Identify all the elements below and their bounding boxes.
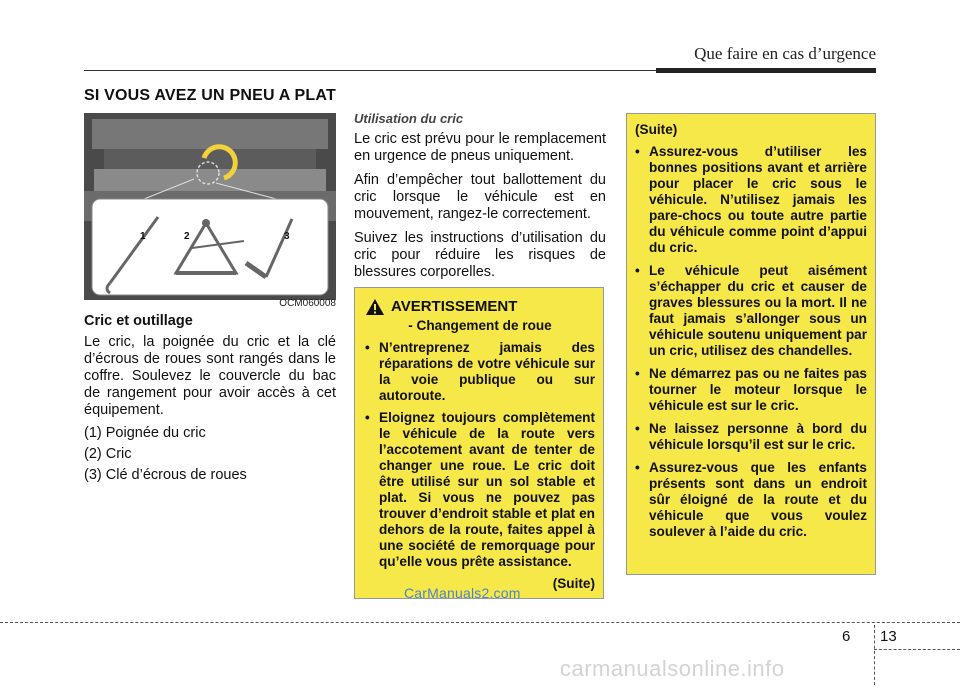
- watermark-blue[interactable]: CarManuals2.com: [404, 585, 521, 601]
- chapter-number: 6: [842, 628, 851, 645]
- warning-bullet: • N’entreprenez jamais des réparations de votre véhicule sur la voie publique ou sur autoroute.: [365, 340, 595, 404]
- trunk-illustration-svg: [84, 113, 336, 300]
- left-column: [84, 313, 336, 488]
- warning-header: [365, 298, 595, 316]
- middle-column: [354, 110, 606, 288]
- page-separator-horizontal: [874, 649, 960, 650]
- warning-triangle-icon: [365, 298, 385, 316]
- trunk-illustration: [84, 113, 336, 300]
- left-subheading: Cric et outillage: [84, 313, 193, 329]
- list-item: (3) Clé d’écrous de roues: [84, 467, 247, 483]
- middle-paragraph: Le cric est prévu pour le remplacement en urgence de pneus uniquement.: [354, 131, 606, 164]
- warning-continued: (Suite): [552, 576, 595, 591]
- figure-code: OCM060008: [279, 298, 336, 309]
- continued-bullet: • Assurez-vous que les enfants présents sont dans un endroit sûr éloigné de la route et du véhicule que vous voulez soulever à l’aide du cric.: [635, 460, 867, 540]
- footer-dashed-rule: [0, 622, 960, 623]
- warning-subtitle: - Changement de roue: [408, 318, 552, 333]
- middle-subheading: Utilisation du cric: [354, 111, 464, 126]
- warning-box: [354, 287, 604, 599]
- continued-box: [626, 113, 876, 575]
- continued-bullet: • Le véhicule peut aisément s’échapper du cric et causer de graves blessures ou la mort. Il ne faut jamais s’allonger sous un véhicule soutenu uniquement par un cric, utilisez des chandelles.: [635, 263, 867, 359]
- continued-title: (Suite): [635, 122, 678, 137]
- section-heading: SI VOUS AVEZ UN PNEU A PLAT: [84, 87, 336, 104]
- warning-title: AVERTISSEMENT: [391, 298, 518, 315]
- page-number: 13: [880, 628, 897, 645]
- watermark-bottom[interactable]: carmanualsonline.info: [560, 656, 785, 681]
- continued-bullet: • Assurez-vous d’utiliser les bonnes positions avant et arrière pour placer le cric sous le véhicule. N’utilisez jamais les pare-chocs ou toute autre partie du véhicule comme point d’appui du cric.: [635, 144, 867, 256]
- list-item: (2) Cric: [84, 446, 132, 462]
- middle-paragraph: Afin d’empêcher tout ballottement du cric lorsque le véhicule est en mouvement, rangez-le correctement.: [354, 172, 606, 222]
- callout-1: 1: [140, 231, 146, 242]
- warning-bullet: • Eloignez toujours complètement le véhicule de la route vers l’accotement avant de tenter de changer une roue. Le cric doit être utilisé sur un sol stable et plat. Si vous ne pouvez pas trouver d’endroit stable et plat en dehors de la route, faites appel à une société de remorquage pour qu’elle vous prête assistance.: [365, 410, 595, 570]
- continued-bullet: • Ne démarrez pas ou ne faites pas tourner le moteur lorsque le véhicule est sur le cric.: [635, 366, 867, 414]
- left-paragraph: Le cric, la poignée du cric et la clé d’écrous de roues sont rangés dans le coffre. Soulevez le couvercle du bac de rangement pour avoir accès à cet équipement.: [84, 334, 336, 418]
- list-item: (1) Poignée du cric: [84, 425, 206, 441]
- callout-2: 2: [184, 231, 190, 242]
- page-separator: [874, 625, 876, 685]
- header-rule-thick: [656, 68, 876, 73]
- callout-3: 3: [284, 231, 290, 242]
- continued-bullet: • Ne laissez personne à bord du véhicule lorsqu’il est sur le cric.: [635, 421, 867, 453]
- header-title: Que faire en cas d’urgence: [694, 44, 876, 63]
- middle-paragraph: Suivez les instructions d’utilisation du cric pour réduire les risques de blessures corporelles.: [354, 230, 606, 280]
